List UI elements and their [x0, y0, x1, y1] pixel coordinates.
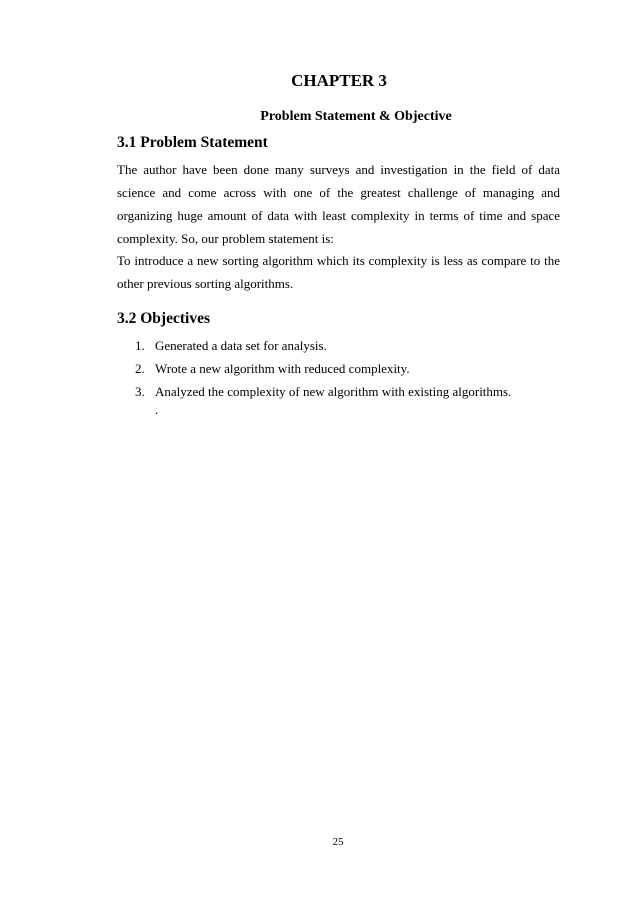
chapter-subtitle: Problem Statement & Objective [260, 109, 452, 124]
chapter-title: CHAPTER 3 [291, 71, 387, 90]
list-item-text: Wrote a new algorithm with reduced complexity. [155, 361, 410, 376]
objectives-list [135, 334, 511, 403]
list-item [135, 357, 511, 380]
problem-statement-goal-paragraph: To introduce a new sorting algorithm which its complexity is less as compare to the other previous sorting algorithms. [117, 253, 560, 291]
problem-statement-paragraph: The author have been done many surveys and investigation in the field of data science and come across with one of the greatest challenge of managing and organizing huge amount of data with least complexity in terms of time and space complexity. So, our problem statement is: [117, 162, 560, 246]
list-item [135, 380, 511, 403]
list-item [135, 334, 511, 357]
page-number: 25 [332, 836, 344, 848]
section-heading-objectives: 3.2 Objectives [117, 310, 210, 327]
list-item-text: Generated a data set for analysis. [155, 338, 327, 353]
trailing-mark: . [155, 402, 159, 417]
list-item-text: Analyzed the complexity of new algorithm with existing algorithms. [155, 384, 512, 399]
list-item-number: 3. [135, 384, 145, 399]
list-item-number: 1. [135, 338, 145, 353]
section-heading-problem-statement: 3.1 Problem Statement [117, 134, 268, 151]
list-item-number: 2. [135, 361, 145, 376]
